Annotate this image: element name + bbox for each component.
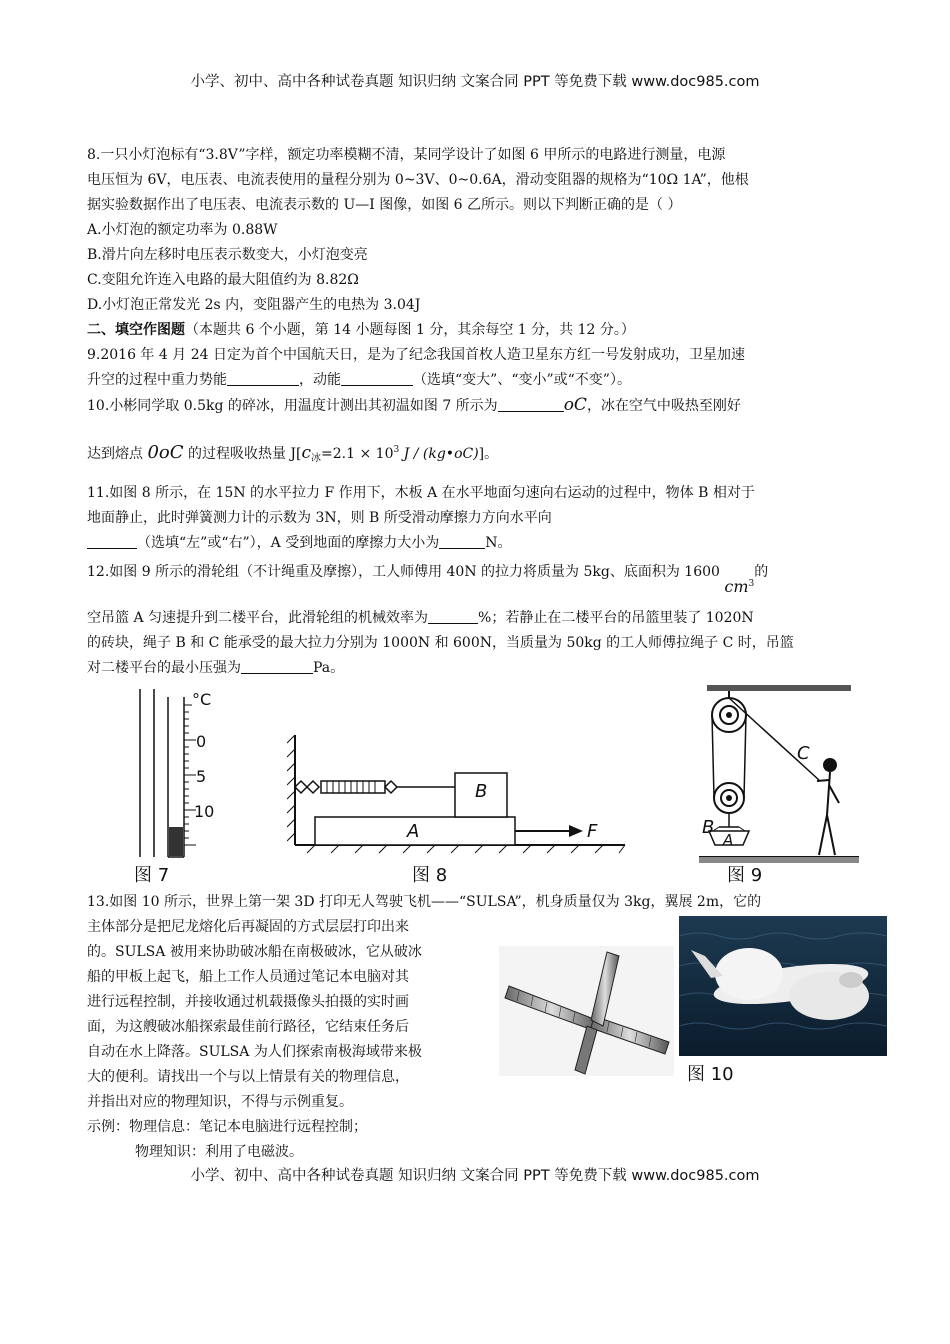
section-2-heading [87, 318, 867, 343]
printed-airframe-image [499, 946, 674, 1076]
q11-text-b: N。 [485, 535, 512, 551]
q12-text-b: 的 [754, 564, 769, 580]
q8-option-a: A.小灯泡的额定功率为 0.88W [87, 222, 278, 238]
figure-9 [699, 685, 859, 890]
q9-text-c: （选填“变大”、“变小”或“不变”）。 [413, 372, 631, 388]
q12-line4 [87, 656, 867, 681]
q10-line1 [87, 393, 867, 419]
q9-blank-1[interactable] [227, 369, 299, 386]
q13-line9: 并指出对应的物理知识，不得与示例重复。 [87, 1094, 353, 1110]
q12-unit-exponent: 3 [748, 579, 755, 589]
q10-text-e: ]。 [478, 446, 499, 462]
q13-line2: 主体部分是把尼龙熔化后再凝固的方式层层打印出来 [87, 919, 409, 935]
q12-text-e: 对二楼平台的最小压强为 [87, 660, 241, 676]
q9-blank-2[interactable] [341, 369, 413, 386]
q13-example-2: 物理知识：利用了电磁波。 [135, 1144, 303, 1160]
fig8-label-f: F [587, 821, 598, 842]
figure-8 [287, 725, 647, 890]
q12-unit-cm: cm [724, 577, 749, 596]
fig7-caption: 图 7 [134, 865, 170, 886]
fig9-label-c: C [797, 743, 810, 764]
q10-unit-celsius: oC [563, 395, 587, 415]
q13-line5: 进行远程控制，并接收通过机载摄像头拍摄的实时画 [87, 994, 409, 1010]
fig10-caption: 图 10 [687, 1064, 734, 1085]
fig7-tick-0: 0 [196, 732, 207, 751]
q10-blank-1[interactable] [498, 395, 564, 412]
q13-line6: 面，为这艘破冰船探索最佳前行路径，它结束任务后 [87, 1019, 409, 1035]
figure-10 [499, 916, 889, 1106]
q10-melting-point: 0oC [147, 442, 184, 463]
q12-line3: 的砖块，绳子 B 和 C 能承受的最大拉力分别为 1000N 和 600N，当质量为 50kg 的工人师傅拉绳子 C 时，吊篮 [87, 635, 794, 651]
q9-text-a: 升空的过程中重力势能 [87, 372, 227, 388]
q10-c-exponent: 3 [393, 445, 400, 455]
fig9-caption: 图 9 [727, 865, 763, 886]
q12-text-f: Pa。 [313, 660, 345, 676]
q8-line3: 据实验数据作出了电压表、电流表示数的 U—I 图像，如图 6 乙所示。则以下判断正确的是（ ） [87, 197, 682, 213]
q12-line2 [87, 606, 867, 631]
q12-text-d: %；若静止在二楼平台的吊篮里装了 1020N [478, 610, 754, 626]
q8-line2: 电压恒为 6V，电压表、电流表使用的量程分别为 0~3V、0~0.6A，滑动变阻器的规格为“10Ω 1A”，他根 [87, 172, 749, 188]
q8-option-d: D.小灯泡正常发光 2s 内，变阻器产生的电热为 3.04J [87, 297, 421, 313]
q11-line2: 地面静止，此时弹簧测力计的示数为 3N，则 B 所受滑动摩擦力方向水平向 [87, 510, 552, 526]
q10-c-subscript: 冰 [311, 453, 322, 464]
figure-7 [112, 685, 222, 890]
q9-line1: 9.2016 年 4 月 24 日定为首个中国航天日，是为了纪念我国首枚人造卫星东方红一号发射成功，卫星加速 [87, 347, 745, 363]
q13-line8: 大的便利。请找出一个与以上情景有关的物理信息， [87, 1069, 409, 1085]
fig9-label-b: B [702, 817, 715, 838]
fig7-tick-10: 10 [194, 802, 215, 821]
q12-line1 [87, 556, 867, 606]
page-header: 小学、初中、高中各种试卷真题 知识归纳 文案合同 PPT 等免费下载 www.doc985.com [190, 74, 760, 90]
q8-option-b: B.滑片向左移时电压表示数变大，小灯泡变亮 [87, 247, 368, 263]
section-2-note: （本题共 6 个小题，第 14 小题每图 1 分，其余每空 1 分，共 12 分。） [185, 322, 635, 338]
q13-block [87, 890, 867, 1165]
q10-c-unit: J / (kg•oC) [403, 446, 479, 462]
q13-line7: 自动在水上降落。SULSA 为人们探索南极海域带来极 [87, 1044, 422, 1060]
q11-blank-1[interactable] [87, 532, 137, 549]
fig8-label-a: A [407, 821, 420, 842]
q8-line1: 8.一只小灯泡标有“3.8V”字样，额定功率模糊不清，某同学设计了如图 6 甲所示的电路进行测量，电源 [87, 147, 726, 163]
q10-c-value: =2.1 × 10 [321, 446, 394, 462]
q10-c-symbol: c [301, 443, 312, 463]
q10-line2 [87, 419, 867, 481]
q11-blank-2[interactable] [439, 532, 485, 549]
q12-text-c: 空吊篮 A 匀速提升到二楼平台，此滑轮组的机械效率为 [87, 610, 429, 626]
q10-text-c: 达到熔点 [87, 446, 143, 462]
q12-blank-1[interactable] [428, 607, 478, 624]
page-footer: 小学、初中、高中各种试卷真题 知识归纳 文案合同 PPT 等免费下载 www.doc985.com [190, 1168, 760, 1184]
q13-example-1: 示例：物理信息：笔记本电脑进行远程控制； [87, 1119, 367, 1135]
q11-text-a: （选填“左”或“右”），A 受到地面的摩擦力大小为 [137, 535, 440, 551]
q12-text-a: 12.如图 9 所示的滑轮组（不计绳重及摩擦），工人师傅用 40N 的拉力将质量为 5kg、底面积为 1600 [87, 564, 720, 580]
q10-text-a: 10.小彬同学取 0.5kg 的碎冰，用温度计测出其初温如图 7 所示为 [87, 398, 498, 414]
fig8-caption: 图 8 [412, 865, 448, 886]
q11-line1: 11.如图 8 所示，在 15N 的水平拉力 F 作用下，木板 A 在水平地面匀速向右运动的过程中，物体 B 相对于 [87, 485, 755, 501]
q11-line3 [87, 531, 867, 556]
exam-content [87, 143, 867, 1165]
fig7-tick-5: 5 [196, 767, 207, 786]
q8-option-c: C.变阻允许连入电路的最大阻值约为 8.82Ω [87, 272, 359, 288]
section-2-title: 二、填空作图题 [87, 322, 185, 338]
q10-text-d: 的过程吸收热量 J[ [187, 446, 302, 462]
q12-blank-2[interactable] [241, 657, 313, 674]
sulsa-aircraft-photo [679, 916, 887, 1056]
q10-text-b: ，冰在空气中吸热至刚好 [586, 398, 741, 414]
fig9-label-a: A [723, 831, 734, 849]
fig8-label-b: B [475, 781, 488, 802]
figures-row [87, 685, 867, 890]
q13-line1: 13.如图 10 所示，世界上第一架 3D 打印无人驾驶飞机——“SULSA”，机身质量仅为 3kg，翼展 2m，它的 [87, 894, 762, 910]
q13-line3: 的。SULSA 被用来协助破冰船在南极破冰，它从破冰 [87, 944, 422, 960]
q9-text-b: ，动能 [299, 372, 341, 388]
q13-line4: 船的甲板上起飞，船上工作人员通过笔记本电脑对其 [87, 969, 409, 985]
fig7-unit: °C [192, 690, 212, 709]
q9-line2 [87, 368, 867, 393]
q13-body [87, 915, 477, 1115]
